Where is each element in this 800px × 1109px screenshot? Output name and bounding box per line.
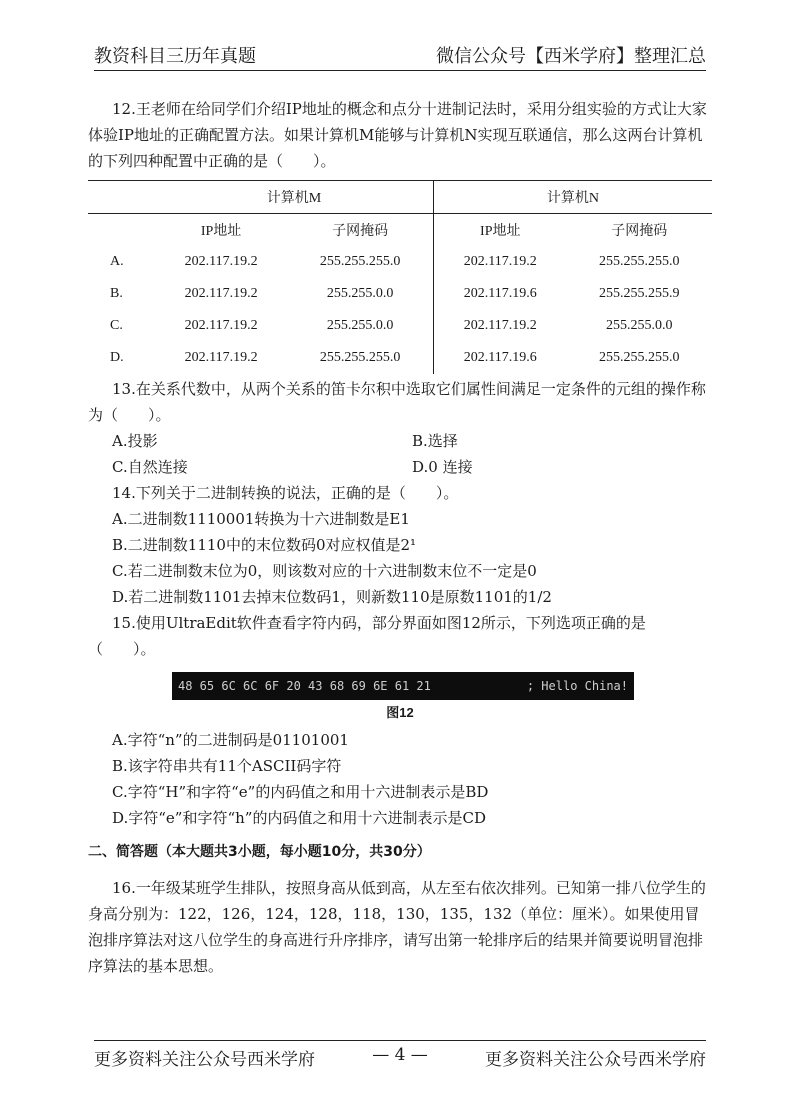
hex-viewer-figure [172,672,634,700]
table-column-header [88,214,712,247]
header-right: 微信公众号【西米学府】整理汇总 [436,46,706,67]
option-b: B.选择 [412,432,458,450]
table-row: B. 202.117.19.2 255.255.0.0 202.117.19.6 255.255.255.9 [88,278,712,310]
option-d: D.0 连接 [412,458,473,476]
hex-bytes: 48 65 6C 6C 6F 20 43 68 69 6E 61 21 [178,679,431,693]
option-b: B.该字符串共有11个ASCII码字符 [112,757,342,775]
footer-right: 更多资料关注公众号西米学府 [485,1050,706,1070]
table-group-header [88,181,712,214]
group-n: 计算机N [433,181,712,214]
question-12: 12.王老师在给同学们介绍IP地址的概念和点分十进制记法时，采用分组实验的方式让大家体验IP地址的正确配置方法。如果计算机M能够与计算机N实现互联通信，那么这两台计算机的下列四种配置中正确的是（ ）。 [88,100,707,170]
section-title: 二、简答题（本大题共3小题，每小题10分，共30分） [88,844,431,860]
hex-ascii: ; Hello China! [526,679,628,693]
option-b: B.二进制数1110中的末位数码0对应权值是2¹ [112,536,417,554]
ip-config-table [88,180,712,374]
option-c: C.自然连接 [112,458,188,476]
option-c: C.若二进制数末位为0，则该数对应的十六进制数末位不一定是0 [112,562,537,580]
figure-caption: 图12 [386,705,414,720]
col-n-ip: IP地址 [433,214,566,247]
option-d: D.字符“e”和字符“h”的内码值之和用十六进制表示是CD [112,809,486,827]
option-a: A.投影 [112,432,158,450]
page-footer [94,1040,706,1070]
option-a: A.二进制数1110001转换为十六进制数是E1 [112,510,410,528]
page-number: — 4 — [372,1045,428,1065]
table-row: A. 202.117.19.2 255.255.255.0 202.117.19.2 255.255.255.0 [88,246,712,278]
page-content [88,96,712,979]
question-13: 13.在关系代数中，从两个关系的笛卡尔积中选取它们属性间满足一定条件的元组的操作称为（ ）。 [88,380,706,424]
question-15: 15.使用UltraEdit软件查看字符内码，部分界面如图12所示，下列选项正确的是（ ）。 [88,614,646,658]
header-left: 教资科目三历年真题 [94,46,256,67]
col-m-mask: 子网掩码 [332,224,389,239]
option-a: A.字符“n”的二进制码是01101001 [112,731,349,749]
option-c: C.字符“H”和字符“e”的内码值之和用十六进制表示是BD [112,783,489,801]
question-13-options [88,428,712,480]
table-row: C. 202.117.19.2 255.255.0.0 202.117.19.2 255.255.0.0 [88,310,712,342]
question-14: 14.下列关于二进制转换的说法，正确的是（ ）。 [112,484,459,502]
col-n-mask: 子网掩码 [611,224,668,239]
group-m: 计算机M [155,181,433,214]
footer-left: 更多资料关注公众号西米学府 [94,1050,315,1070]
col-m-ip: IP地址 [200,224,242,239]
question-16: 16.一年级某班学生排队，按照身高从低到高，从左至右依次排列。已知第一排八位学生的身高分别为：122，126，124，128，118，130，135，132（单位：厘米）。如果使用冒泡排序算法对这八位学生的身高进行升序排序，请写出第一轮排序后的结果并简要说明冒泡排序算法的基本思想。 [88,879,706,975]
table-row: D. 202.117.19.2 255.255.255.0 202.117.19.6 255.255.255.0 [88,342,712,374]
page-header [94,38,706,71]
option-d: D.若二进制数1101去掉末位数码1，则新数110是原数1101的1/2 [112,588,552,606]
